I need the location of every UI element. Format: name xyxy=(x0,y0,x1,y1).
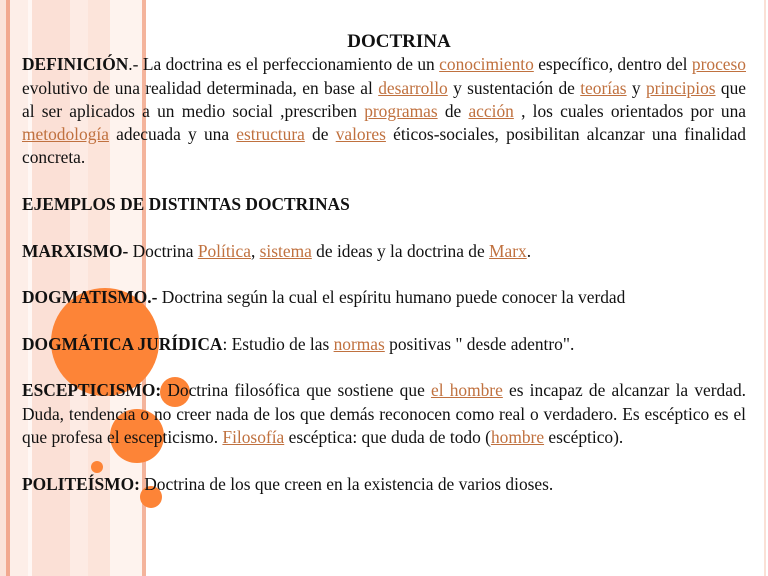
term-heading: DOGMÁTICA JURÍDICA xyxy=(22,333,223,354)
link[interactable]: Filosofía xyxy=(222,427,285,448)
text: éticos-sociales, posibilitan alcanzar una finalidad concreta. xyxy=(22,124,746,168)
text: : Estudio de las xyxy=(222,333,334,354)
text: , xyxy=(250,240,260,261)
text: de ideas y la doctrina de xyxy=(311,240,490,261)
text: Doctrina filosófica que sostiene que xyxy=(161,380,431,401)
term-heading: DOGMATISMO.- xyxy=(22,287,158,308)
text: adecuada y una xyxy=(108,124,237,145)
link[interactable]: normas xyxy=(333,333,385,354)
text: positivas " desde adentro". xyxy=(384,333,575,354)
link[interactable]: programas xyxy=(364,100,438,121)
text: de xyxy=(437,100,469,121)
link[interactable]: acción xyxy=(468,100,514,121)
paragraphs xyxy=(22,53,746,496)
term-heading: DEFINICIÓN xyxy=(22,54,129,75)
link[interactable]: estructura xyxy=(236,124,305,145)
paragraph-definicion xyxy=(22,53,746,169)
slide-content xyxy=(22,30,746,519)
text: . xyxy=(526,240,532,261)
text: específico, dentro del xyxy=(533,54,692,75)
link[interactable]: teorías xyxy=(580,77,627,98)
text: Doctrina de los que creen en la existencia de varios dioses. xyxy=(139,473,554,494)
text: Doctrina según la cual el espíritu humano puede conocer la verdad xyxy=(157,287,626,308)
link[interactable]: Marx xyxy=(489,240,527,261)
link[interactable]: valores xyxy=(335,124,386,145)
text: escéptico). xyxy=(544,427,624,448)
link[interactable]: conocimiento xyxy=(439,54,534,75)
text: escéptica: que duda de todo ( xyxy=(284,427,491,448)
paragraph-dogmatica-juridica xyxy=(22,333,746,356)
decorative-right-line xyxy=(764,0,766,576)
term-heading: MARXISMO- xyxy=(22,240,129,261)
text: es incapaz de alcanzar la verdad. Duda, tendencia o no creer nada de los que demás reconocen como real o verdadero. Es escéptico es el que profesa el escepticismo. xyxy=(22,380,746,448)
link[interactable]: metodología xyxy=(22,124,109,145)
paragraph-dogmatismo xyxy=(22,286,746,309)
text: .- La doctrina es el perfeccionamiento de un xyxy=(128,54,440,75)
text: y xyxy=(626,77,646,98)
link[interactable]: principios xyxy=(645,77,716,98)
link[interactable]: el hombre xyxy=(430,380,503,401)
text: y sustentación de xyxy=(447,77,581,98)
paragraph-politeismo xyxy=(22,473,746,496)
term-heading: POLITEÍSMO: xyxy=(22,473,140,494)
paragraph-escepticismo xyxy=(22,379,746,449)
text: Doctrina xyxy=(128,240,198,261)
link[interactable]: hombre xyxy=(490,427,545,448)
link[interactable]: proceso xyxy=(691,54,746,75)
slide-title: DOCTRINA xyxy=(347,31,451,52)
text: de xyxy=(304,124,336,145)
link[interactable]: desarrollo xyxy=(378,77,448,98)
text: que al ser aplicados a un medio social ,prescriben xyxy=(22,77,747,121)
text: evolutivo de una realidad determinada, en base al xyxy=(22,77,379,98)
paragraph-ejemplos-heading xyxy=(22,193,746,216)
paragraph-marxismo xyxy=(22,240,746,263)
text: , los cuales orientados por una xyxy=(513,100,746,121)
term-heading: EJEMPLOS DE DISTINTAS DOCTRINAS xyxy=(22,194,350,215)
link[interactable]: Política xyxy=(197,240,251,261)
link[interactable]: sistema xyxy=(259,240,312,261)
term-heading: ESCEPTICISMO: xyxy=(22,380,162,401)
